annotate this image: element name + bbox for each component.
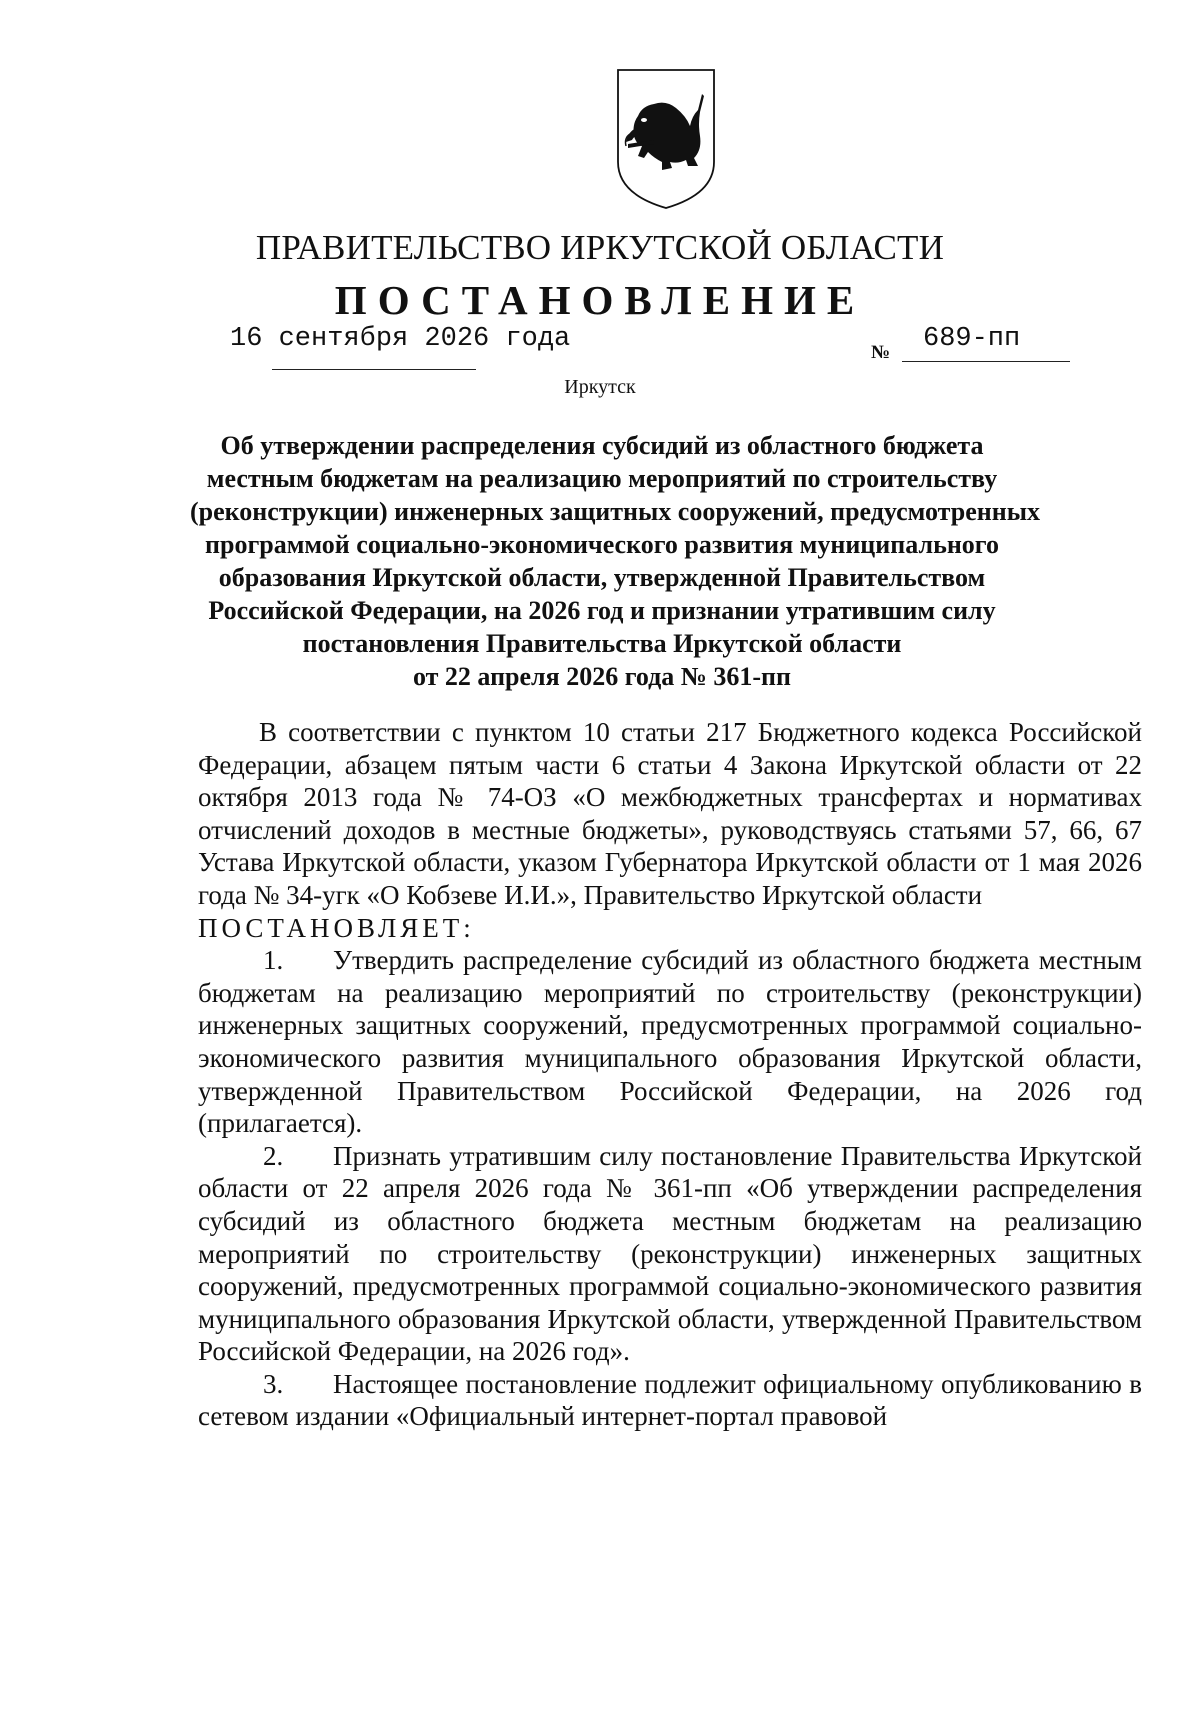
item-text: Признать утратившим силу постановление Правительства Иркутской области от 22 апреля 2026 года № 361-пп «Об утверждении распределения субсидий из областного бюджета местным бюджетам на реализацию мероприятий по строительству (реконструкции) инженерных защитных сооружений, предусмотренных программой социально-экономического развития муниципального образования Иркутской области, утвержденной Правительством Российской Федерации, на 2026 год». [198, 1140, 1142, 1367]
title-line: постановления Правительства Иркутской области [302, 629, 902, 658]
title-line: от 22 апреля 2026 года № 361-пп [412, 662, 792, 691]
document-type: ПОСТАНОВЛЕНИЕ [334, 277, 866, 323]
item-number: 2. [263, 1140, 284, 1171]
document-date: 16 сентября 2026 года [230, 324, 571, 354]
document-title [190, 429, 1041, 693]
decree-item-2 [198, 1140, 1142, 1368]
date-underline [272, 369, 476, 370]
number-label: № [871, 342, 891, 363]
item-text: Утвердить распределение субсидий из областного бюджета местным бюджетам на реализацию мероприятий по строительству (реконструкции) инженерных защитных сооружений, предусмотренных программой социально-экономического развития муниципального образования Иркутской области, утвержденной Правительством Российской Федерации, на 2026 год (прилагается). [198, 945, 1142, 1139]
title-line: Российской Федерации, на 2026 год и признании утратившим силу [208, 596, 996, 625]
title-line: местным бюджетам на реализацию мероприятий по строительству [206, 464, 998, 493]
coat-of-arms-icon [614, 66, 718, 212]
document-body [198, 716, 1142, 1433]
title-line: программой социально-экономического развития муниципального [205, 530, 999, 559]
city-name: Иркутск [564, 376, 636, 398]
decree-item-1 [198, 944, 1142, 1140]
item-number: 1. [263, 945, 284, 976]
item-number: 3. [263, 1368, 284, 1399]
title-line: (реконструкции) инженерных защитных сооружений, предусмотренных [190, 497, 1041, 526]
preamble-paragraph: В соответствии с пунктом 10 статьи 217 Бюджетного кодекса Российской Федерации, абзацем пятым части 6 статьи 4 Закона Иркутской области от 22 октября 2013 года № 74-ОЗ «О межбюджетных трансфертах и нормативах отчислений доходов в местные бюджеты», руководствуясь статьями 57, 66, 67 Устава Иркутской области, указом Губернатора Иркутской области от 1 мая 2026 года № 34-угк «О Кобзеве И.И.», Правительство Иркутской области [198, 717, 1142, 910]
document-number: 689-пп [923, 324, 1021, 354]
decree-word: ПОСТАНОВЛЯЕТ: [198, 912, 475, 943]
item-text: Настоящее постановление подлежит официальному опубликованию в сетевом издании «Официальный интернет-портал правовой [198, 1368, 1142, 1432]
title-line: Об утверждении распределения субсидий из областного бюджета [220, 431, 984, 460]
title-line: образования Иркутской области, утвержденной Правительством [218, 563, 986, 592]
number-underline [902, 361, 1070, 362]
organization-name: ПРАВИТЕЛЬСТВО ИРКУТСКОЙ ОБЛАСТИ [255, 228, 945, 267]
decree-item-3 [198, 1368, 1142, 1433]
